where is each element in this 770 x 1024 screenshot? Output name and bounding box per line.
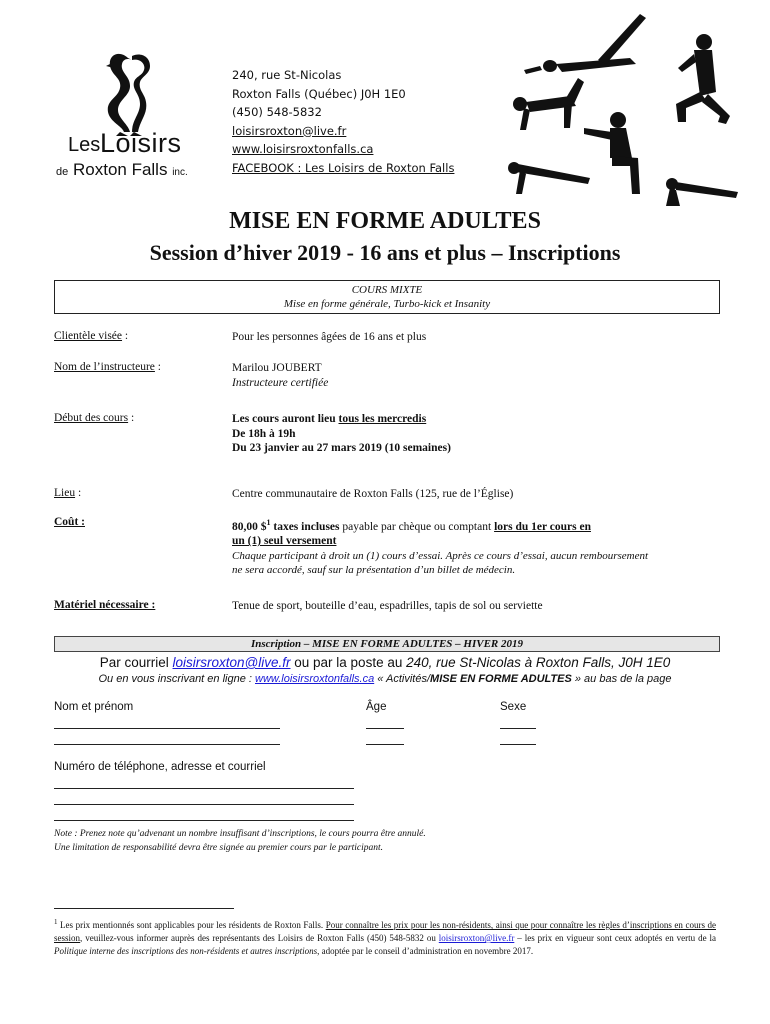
contact-city: Roxton Falls (Québec) J0H 1E0	[232, 86, 406, 101]
instructor-label: Nom de l’instructeure :	[54, 361, 161, 373]
logo-town: Roxton Falls	[72, 160, 168, 179]
footnote: $^1$ Les prix mentionnés sont applicables pour les résidents de Roxton Falls. Pour connaître les prix pour les non-résidents, ainsi que pour connaître les règles d’inscriptions en cours de session, veuillez-vous informer auprès des représentants des Loisirs de Roxton Falls (450) 548-5832 ou loisirsroxton@live.fr – les prix en vigueur sont ceux adoptés en vertu de la Politique interne des inscriptions des non-résidents et autres inscriptions, adoptée par le conseil d’administration en novembre 2017.	[54, 918, 716, 956]
contact-field-label: Numéro de téléphone, adresse et courriel	[54, 761, 266, 773]
inscription-online-line: Ou en vous inscrivant en ligne : www.loisirsroxtonfalls.ca « Activités/MISE EN FORME ADULTES » au bas de la page	[98, 673, 672, 685]
location-label: Lieu :	[54, 487, 82, 499]
course-type-box	[54, 280, 720, 314]
course-description: Mise en forme générale, Turbo-kick et Insanity	[283, 298, 491, 310]
silhouette-kickback	[513, 78, 584, 130]
contact-field-line-1[interactable]	[54, 788, 354, 789]
inscription-mail-line: Par courriel loisirsroxton@live.fr ou par la poste au 240, rue St-Nicolas à Roxton Falls, J0H 1E0	[99, 655, 671, 670]
contact-email-link[interactable]: loisirsroxton@live.fr	[232, 123, 347, 138]
silhouette-pushup	[508, 162, 590, 194]
cost-label: Coût :	[54, 516, 85, 528]
inscription-website-link[interactable]: www.loisirsroxtonfalls.ca	[255, 673, 375, 685]
name-field-line-1[interactable]	[54, 728, 280, 729]
instructor-name: Marilou JOUBERT	[232, 362, 322, 374]
age-field-label: Âge	[366, 701, 387, 713]
contact-facebook-link[interactable]: FACEBOOK : Les Loisirs de Roxton Falls	[232, 160, 455, 175]
contact-website-link[interactable]: www.loisirsroxtonfalls.ca	[232, 142, 374, 156]
page-subtitle: Session d’hiver 2019 - 16 ans et plus – Inscriptions	[149, 240, 621, 265]
contact-phone: (450) 548-5832	[232, 105, 322, 119]
clientele-value: Pour les personnes âgées de 16 ans et plus	[232, 331, 427, 343]
clientele-label: Clientèle visée :	[54, 330, 129, 342]
silhouette-leg-raise	[524, 14, 646, 74]
note-liability: Une limitation de responsabilité devra être signée au premier cours par le participant.	[54, 843, 384, 853]
course-type: COURS MIXTE	[351, 284, 423, 296]
start-hours: De 18h à 19h	[232, 427, 296, 440]
sex-field-line-1[interactable]	[500, 728, 536, 729]
logo-roxton-falls	[56, 160, 188, 180]
cost-note-line1: Chaque participant à droit un (1) cours d’essai. Après ce cours d’essai, aucun remboursement	[232, 549, 649, 562]
start-day: Les cours auront lieu tous les mercredis	[232, 413, 427, 425]
organization-logo	[50, 48, 200, 183]
start-label: Début des cours :	[54, 412, 135, 424]
logo-les: Les	[68, 134, 101, 156]
instructor-value	[232, 361, 328, 390]
cost-line1: 80,00 \$$^1$ taxes incluses payable par chèque ou comptant lors du 1er cours en	[232, 518, 591, 533]
start-dates: Du 23 janvier au 27 mars 2019 (10 semaines)	[232, 442, 451, 454]
inscription-email-link[interactable]: loisirsroxton@live.fr	[172, 655, 291, 670]
start-value	[232, 412, 451, 456]
inscription-header: Inscription – MISE EN FORME ADULTES – HIVER 2019	[54, 636, 720, 652]
name-field-line-2[interactable]	[54, 744, 280, 745]
instructor-certification: Instructeure certifiée	[232, 376, 329, 389]
page-title: MISE EN FORME ADULTES	[229, 208, 541, 234]
logo-inc: inc.	[172, 167, 188, 178]
age-field-line-2[interactable]	[366, 744, 404, 745]
equipment-label: Matériel nécessaire :	[54, 599, 156, 611]
silhouette-squat	[584, 112, 640, 194]
exercise-silhouettes-image	[480, 8, 740, 208]
penguin-icon	[50, 48, 200, 138]
contact-field-line-3[interactable]	[54, 820, 354, 821]
contact-field-line-2[interactable]	[54, 804, 354, 805]
note-cancellation: Note : Prenez note qu’advenant un nombre insuffisant d’inscriptions, le cours pourra être annulé.	[54, 829, 426, 839]
contact-address: 240, rue St-Nicolas	[232, 68, 342, 82]
sex-field-label: Sexe	[500, 701, 527, 713]
age-field-line-1[interactable]	[366, 728, 404, 729]
sex-field-line-2[interactable]	[500, 744, 536, 745]
footnote-divider	[54, 908, 234, 909]
silhouette-lunge	[676, 34, 730, 124]
cost-note-line2: ne sera accordé, sauf sur la présentation d’un billet de médecin.	[232, 564, 516, 577]
cost-value	[232, 516, 648, 578]
logo-loisirs: Loisirs	[100, 128, 182, 158]
contact-block	[232, 66, 454, 177]
silhouette-plank	[666, 178, 738, 206]
logo-de: de	[56, 166, 69, 178]
equipment-value: Tenue de sport, bouteille d’eau, espadrilles, tapis de sol ou serviette	[232, 600, 543, 612]
footnote-email-link[interactable]: loisirsroxton@live.fr	[438, 933, 515, 943]
cost-line2: un (1) seul versement	[232, 535, 337, 548]
location-value: Centre communautaire de Roxton Falls (125, rue de l’Église)	[232, 488, 514, 500]
name-field-label: Nom et prénom	[54, 701, 134, 713]
